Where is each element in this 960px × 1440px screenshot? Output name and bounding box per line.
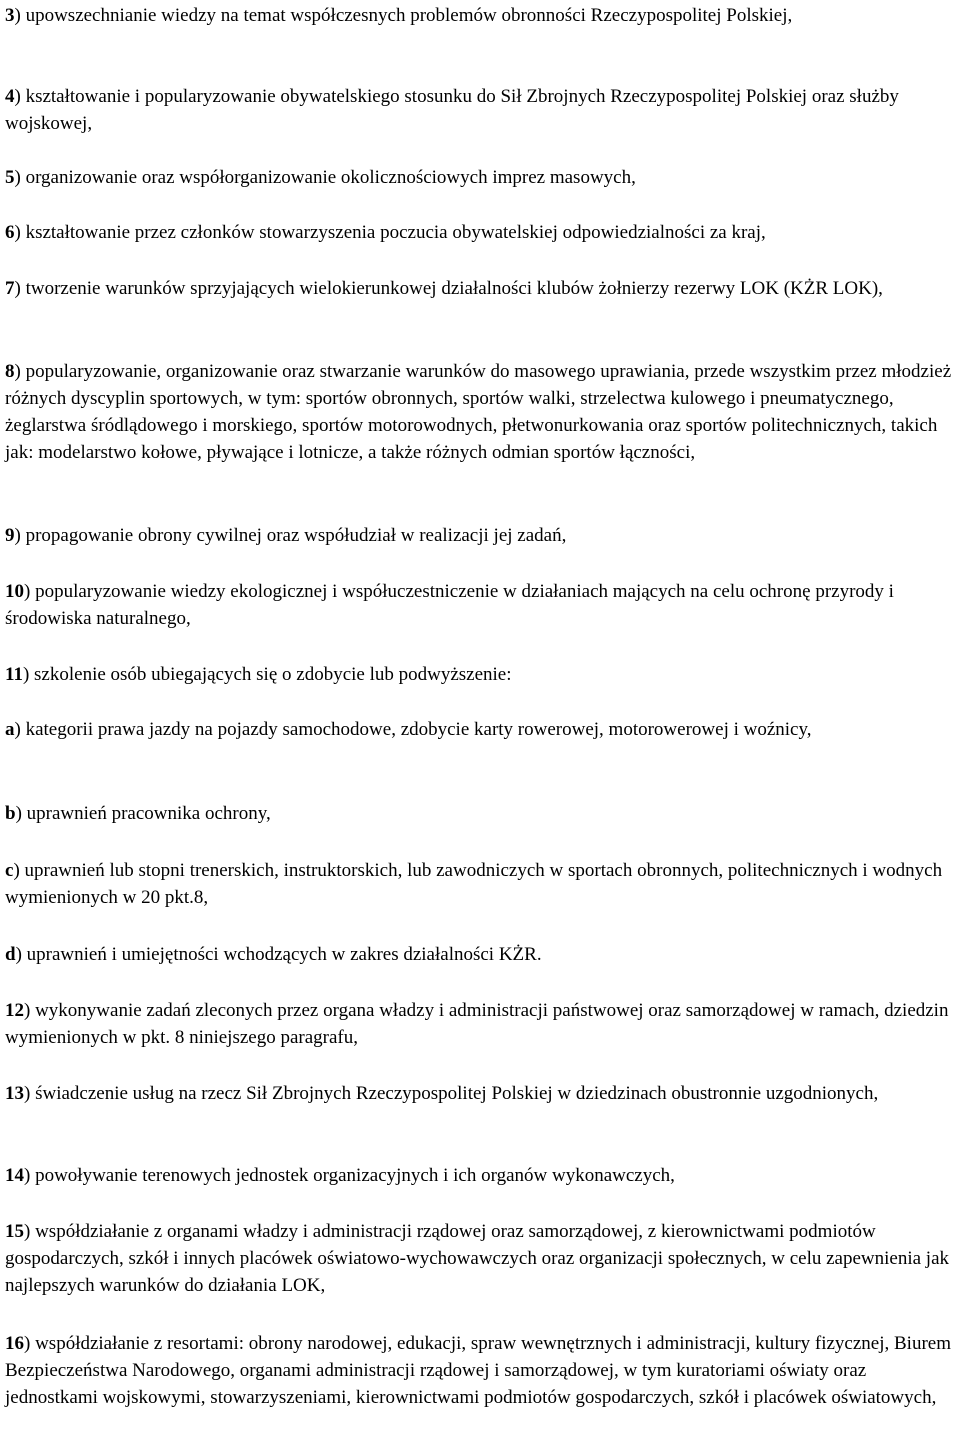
item-text: upowszechnianie wiedzy na temat współczesnych problemów obronności Rzeczypospolitej Polskiej, (20, 5, 793, 26)
item-number: 8 (5, 361, 15, 382)
item-separator: ) (15, 944, 22, 965)
item-text: powoływanie terenowych jednostek organizacyjnych i ich organów wykonawczych, (30, 1165, 675, 1186)
item-number: 4 (5, 86, 15, 107)
item-number: a (5, 719, 15, 740)
list-item-12 (5, 997, 957, 1051)
item-text: propagowanie obrony cywilnej oraz współudział w realizacji jej zadań, (20, 525, 567, 546)
list-item-10 (5, 578, 957, 632)
item-separator: ) (14, 5, 21, 26)
item-number: 10 (5, 581, 24, 602)
list-item-d (5, 941, 957, 968)
item-separator: ) (24, 1333, 31, 1354)
list-item-13 (5, 1080, 957, 1107)
item-text: uprawnień pracownika ochrony, (21, 803, 271, 824)
list-item-7 (5, 275, 957, 302)
item-text: świadczenie usług na rzecz Sił Zbrojnych Rzeczypospolitej Polskiej w dziedzinach obustronnie uzgodnionych, (30, 1083, 879, 1104)
list-item-11 (5, 661, 957, 688)
list-item-6 (5, 219, 957, 246)
item-number: 7 (5, 278, 15, 299)
item-number: d (5, 944, 16, 965)
item-number: 16 (5, 1333, 24, 1354)
item-number: 14 (5, 1165, 24, 1186)
item-separator: ) (22, 664, 30, 685)
item-text: kształtowanie i popularyzowanie obywatelskiego stosunku do Sił Zbrojnych Rzeczypospolitej Polskiej oraz służby wojskowej, (5, 86, 899, 134)
item-text: organizowanie oraz współorganizowanie okolicznościowych imprez masowych, (20, 167, 636, 188)
item-text: kształtowanie przez członków stowarzyszenia poczucia obywatelskiej odpowiedzialności za kraj, (20, 222, 766, 243)
item-number: b (5, 803, 16, 824)
item-number: 9 (5, 525, 15, 546)
item-number: 3 (5, 5, 15, 26)
item-number: 13 (5, 1083, 24, 1104)
item-text: tworzenie warunków sprzyjających wielokierunkowej działalności klubów żołnierzy rezerwy LOK (KŻR LOK), (20, 278, 883, 299)
list-item-3 (5, 2, 957, 29)
list-item-15 (5, 1218, 957, 1299)
item-text: uprawnień lub stopni trenerskich, instruktorskich, lub zawodniczych w sportach obronnych, politechnicznych i wodnych wymienionych w 20 pkt.8, (5, 860, 943, 908)
item-separator: ) (15, 803, 22, 824)
list-item-8 (5, 358, 957, 466)
item-number: 5 (5, 167, 15, 188)
item-text: popularyzowanie, organizowanie oraz stwarzanie warunków do masowego uprawiania, przede wszystkim przez młodzież różnych dyscyplin sportowych, w tym: sportów obronnych, sportów walki, strzelectwa kulowego i pneumatycznego, żeglarstwa śródlądowego i morskiego, sportów motorowodnych, płetwonurkowania oraz sportów politechnicznych, takich jak: modelarstwo kołowe, pływające i lotnicze, a także różnych odmian sportów łączności, (5, 361, 952, 463)
item-text: uprawnień i umiejętności wchodzących w zakres działalności KŻR. (21, 944, 542, 965)
list-item-a (5, 716, 957, 743)
item-number: 11 (5, 664, 23, 685)
list-item-c (5, 857, 957, 911)
list-item-9 (5, 522, 957, 549)
item-separator: ) (24, 1165, 31, 1186)
item-number: 15 (5, 1221, 24, 1242)
item-separator: ) (13, 860, 20, 881)
item-number: 12 (5, 1000, 24, 1021)
item-number: 6 (5, 222, 15, 243)
item-separator: ) (14, 719, 21, 740)
item-separator: ) (24, 1000, 31, 1021)
item-separator: ) (14, 278, 21, 299)
list-item-16 (5, 1330, 957, 1411)
item-separator: ) (24, 1083, 31, 1104)
item-text: szkolenie osób ubiegających się o zdobycie lub podwyższenie: (29, 664, 512, 685)
item-separator: ) (14, 86, 21, 107)
item-text: kategorii prawa jazdy na pojazdy samochodowe, zdobycie karty rowerowej, motorowerowej i woźnicy, (20, 719, 812, 740)
list-item-b (5, 800, 957, 827)
item-separator: ) (14, 525, 21, 546)
item-text: współdziałanie z organami władzy i administracji rządowej oraz samorządowej, z kierownictwami podmiotów gospodarczych, szkół i innych placówek oświatowo-wychowawczych oraz organizacji społecznych, w celu zapewnienia jak najlepszych warunków do działania LOK, (5, 1221, 950, 1296)
list-item-14 (5, 1162, 957, 1189)
item-number: c (5, 860, 14, 881)
list-item-4 (5, 83, 957, 137)
item-text: wykonywanie zadań zleconych przez organa władzy i administracji państwowej oraz samorządowej w ramach, dziedzin wymienionych w pkt. 8 niniejszego paragrafu, (5, 1000, 949, 1048)
item-separator: ) (14, 361, 21, 382)
list-item-5 (5, 164, 957, 191)
item-text: popularyzowanie wiedzy ekologicznej i współuczestniczenie w działaniach mających na celu ochronę przyrody i środowiska naturalnego, (5, 581, 894, 629)
item-separator: ) (14, 167, 21, 188)
item-separator: ) (24, 581, 31, 602)
item-text: współdziałanie z resortami: obrony narodowej, edukacji, spraw wewnętrznych i administracji, kultury fizycznej, Biurem Bezpieczeństwa Narodowego, organami administracji rządowej i samorządowej, w tym kuratoriami oświaty oraz jednostkami wojskowymi, stowarzyszeniami, kierownictwami podmiotów gospodarczych, szkół i placówek oświatowych, (5, 1333, 952, 1408)
item-separator: ) (24, 1221, 31, 1242)
item-separator: ) (14, 222, 21, 243)
